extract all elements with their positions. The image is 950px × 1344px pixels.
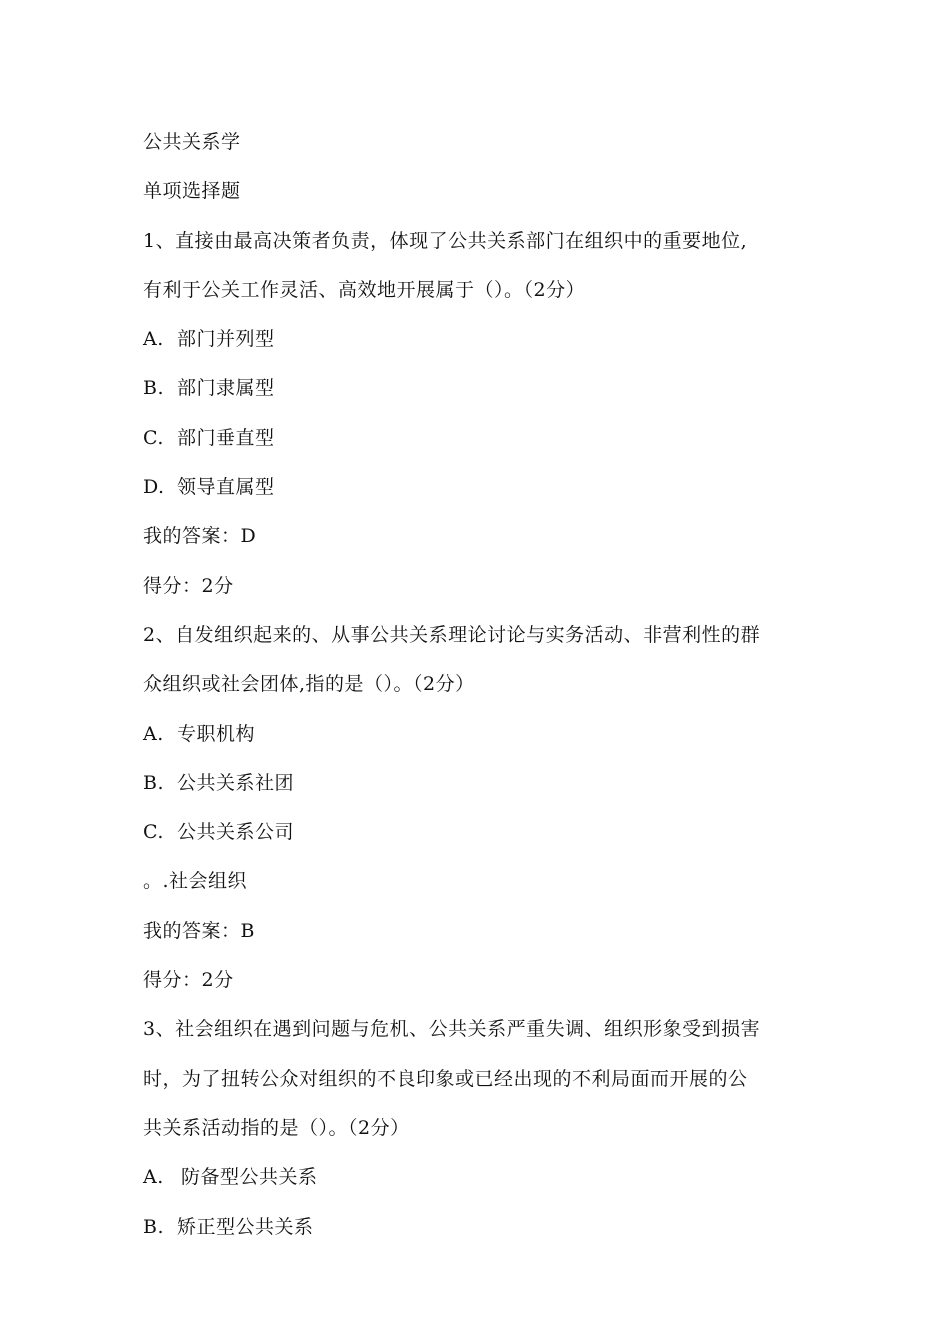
- question-1: [143, 217, 833, 611]
- question-stem-line: 有利于公关工作灵活、高效地开展属于（）。（2分）: [143, 278, 586, 301]
- option-b: [143, 1203, 833, 1252]
- option-letter: A.: [143, 722, 164, 745]
- score: 得分：2分: [143, 574, 234, 597]
- option-letter: A.: [143, 1166, 164, 1189]
- my-answer: 我的答案：D: [143, 525, 257, 548]
- document-title: 公共关系学: [143, 131, 241, 153]
- score: 得分：2分: [143, 969, 234, 992]
- option-letter: A.: [143, 328, 164, 351]
- option-text: 部门隶属型: [177, 377, 275, 400]
- option-a: [143, 315, 833, 364]
- option-text: 专职机构: [177, 722, 256, 745]
- question-stem-line: 3、社会组织在遇到问题与危机、公共关系严重失调、组织形象受到损害: [143, 1018, 761, 1041]
- option-letter: B.: [143, 771, 165, 794]
- option-a: [143, 710, 833, 759]
- option-letter: B.: [143, 377, 165, 400]
- option-letter: C.: [143, 426, 164, 449]
- option-a: [143, 1153, 833, 1202]
- question-3: [143, 1005, 833, 1251]
- question-stem-line: 时，为了扭转公众对组织的不良印象或已经出现的不利局面而开展的公: [143, 1067, 748, 1090]
- question-stem-line: 2、自发组织起来的、从事公共关系理论讨论与实务活动、非营利性的群: [143, 623, 761, 646]
- option-b: [143, 759, 833, 808]
- option-letter: B.: [143, 1215, 165, 1238]
- option-text: 领导直属型: [177, 476, 275, 499]
- option-letter: D.: [143, 476, 165, 499]
- option-text: 部门并列型: [177, 328, 275, 351]
- my-answer: 我的答案：B: [143, 919, 255, 942]
- option-text: 防备型公共关系: [181, 1166, 318, 1189]
- section-heading: 单项选择题: [143, 180, 241, 203]
- option-text: 部门垂直型: [177, 426, 275, 449]
- option-text: 公共关系社团: [177, 771, 295, 794]
- option-d: [143, 463, 833, 512]
- option-b: [143, 364, 833, 413]
- document-body: [143, 118, 833, 1252]
- question-2: [143, 611, 833, 1005]
- option-text: 矫正型公共关系: [177, 1215, 314, 1238]
- option-c: [143, 414, 833, 463]
- question-stem-line: 众组织或社会团体,指的是（）。（2分）: [143, 673, 475, 696]
- option-text: 社会组织: [169, 870, 248, 893]
- question-stem-line: 共关系活动指的是（）。（2分）: [143, 1116, 410, 1139]
- option-letter: C.: [143, 821, 164, 844]
- option-text: 公共关系公司: [177, 821, 295, 844]
- option-c: [143, 808, 833, 857]
- option-letter: 。.: [143, 870, 170, 893]
- question-stem-line: 1、直接由最高决策者负责，体现了公共关系部门在组织中的重要地位,: [143, 229, 748, 252]
- option-d: [143, 857, 833, 906]
